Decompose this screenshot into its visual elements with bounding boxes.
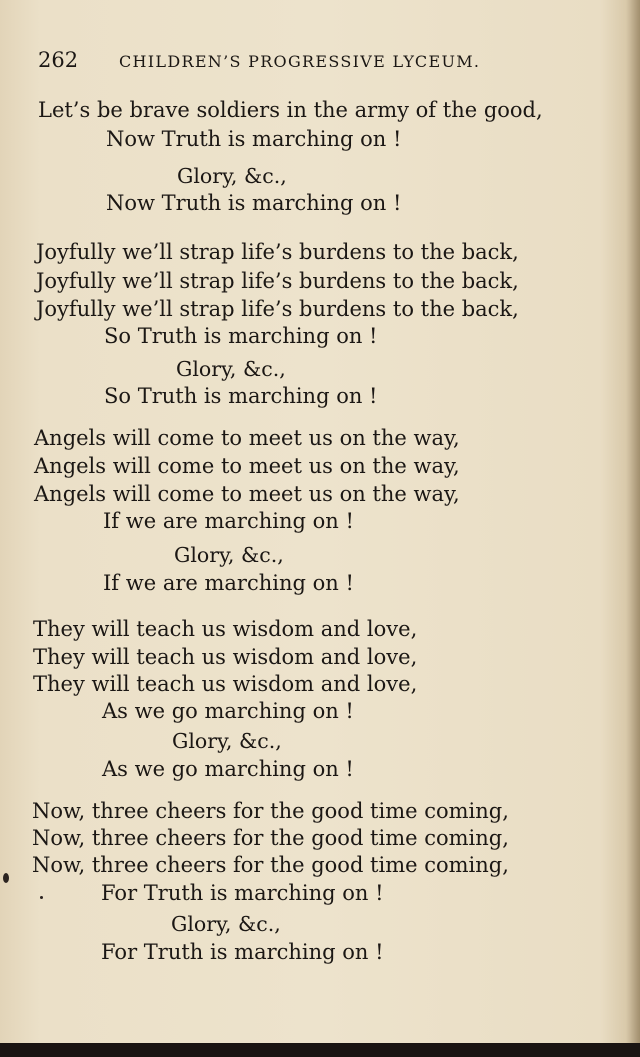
refrain-line: As we go marching on ! bbox=[102, 757, 354, 781]
refrain-line: Now Truth is marching on ! bbox=[106, 191, 402, 215]
verse-line: Now, three cheers for the good time coming, bbox=[32, 853, 509, 877]
ink-speck bbox=[40, 896, 43, 899]
refrain-line: For Truth is marching on ! bbox=[101, 940, 384, 964]
verse-line: Angels will come to meet us on the way, bbox=[34, 454, 460, 478]
glory-line: Glory, &c., bbox=[172, 729, 282, 753]
verse-line: Angels will come to meet us on the way, bbox=[34, 482, 460, 506]
verse-line: Now, three cheers for the good time coming, bbox=[32, 826, 509, 850]
glory-line: Glory, &c., bbox=[171, 912, 281, 936]
refrain-line: For Truth is marching on ! bbox=[101, 881, 384, 905]
refrain-line: Now Truth is marching on ! bbox=[106, 127, 402, 151]
refrain-line: So Truth is marching on ! bbox=[104, 384, 378, 408]
verse-line: Joyfully we’ll strap life’s burdens to the back, bbox=[36, 297, 519, 321]
scan-border bbox=[0, 1043, 640, 1057]
running-head: CHILDREN’S PROGRESSIVE LYCEUM. bbox=[119, 52, 481, 71]
refrain-line: If we are marching on ! bbox=[103, 571, 354, 595]
page-number: 262 bbox=[38, 48, 79, 72]
refrain-line: So Truth is marching on ! bbox=[104, 324, 378, 348]
verse-line: They will teach us wisdom and love, bbox=[33, 617, 418, 641]
glory-line: Glory, &c., bbox=[177, 164, 287, 188]
refrain-line: If we are marching on ! bbox=[103, 509, 354, 533]
verse-line: Let’s be brave soldiers in the army of the good, bbox=[38, 98, 543, 122]
verse-line: Angels will come to meet us on the way, bbox=[34, 426, 460, 450]
verse-line: They will teach us wisdom and love, bbox=[33, 645, 418, 669]
ink-blot bbox=[3, 873, 9, 883]
page-edge-shadow bbox=[626, 0, 640, 1043]
glory-line: Glory, &c., bbox=[176, 357, 286, 381]
verse-line: Joyfully we’ll strap life’s burdens to the back, bbox=[36, 240, 519, 264]
glory-line: Glory, &c., bbox=[174, 543, 284, 567]
verse-line: They will teach us wisdom and love, bbox=[33, 672, 418, 696]
refrain-line: As we go marching on ! bbox=[102, 699, 354, 723]
verse-line: Now, three cheers for the good time coming, bbox=[32, 799, 509, 823]
verse-line: Joyfully we’ll strap life’s burdens to the back, bbox=[36, 269, 519, 293]
